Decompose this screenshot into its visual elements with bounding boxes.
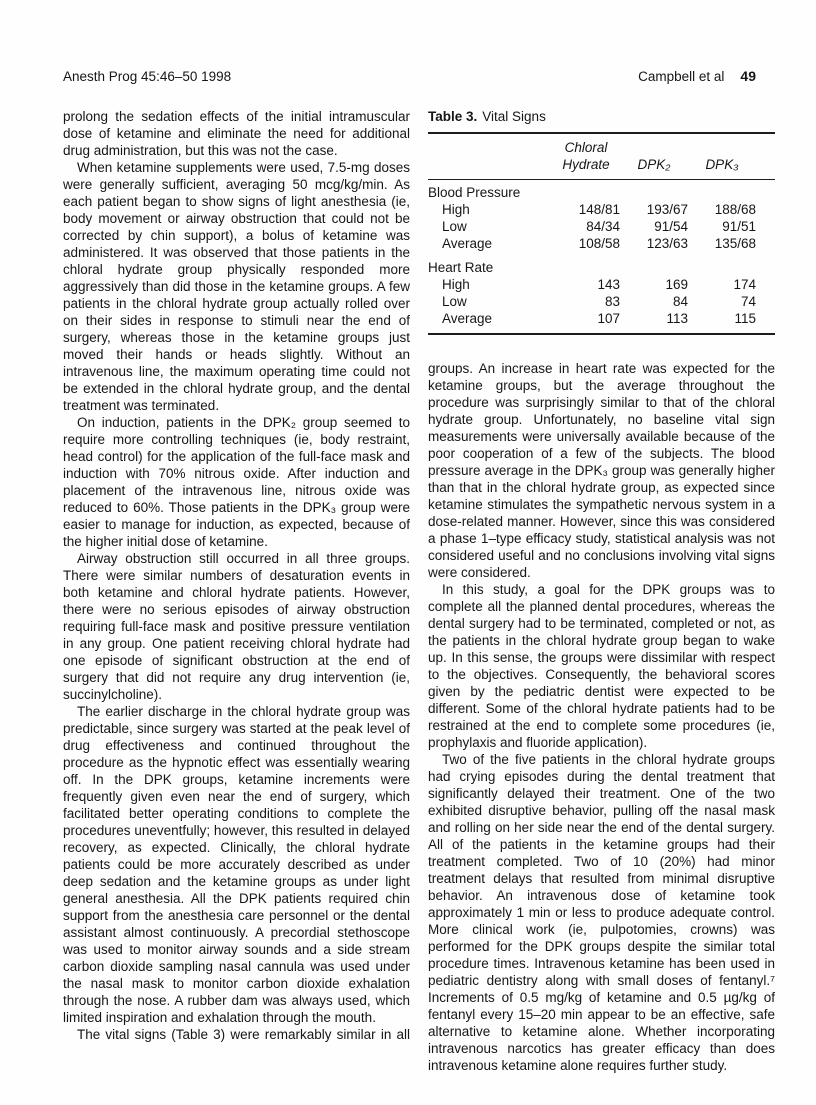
cell-value: 91/51 xyxy=(722,219,756,234)
cell-value: 188/68 xyxy=(714,202,756,217)
cell-value: 193/67 xyxy=(646,202,688,217)
table-row xyxy=(428,201,775,218)
page-number: 49 xyxy=(740,68,756,84)
table-caption-title: Vital Signs xyxy=(482,109,546,124)
column-header: Chloral Hydrate xyxy=(562,140,610,172)
cell-value: 115 xyxy=(734,311,756,326)
cell-value: 91/54 xyxy=(654,219,688,234)
table-row xyxy=(428,293,775,310)
row-label: High xyxy=(442,202,470,217)
section-header: Blood Pressure xyxy=(428,185,521,200)
table-row xyxy=(428,218,775,235)
table-header-row xyxy=(428,134,775,179)
cell-value: 169 xyxy=(665,277,688,292)
table-row xyxy=(428,276,775,293)
cell-value: 123/63 xyxy=(646,236,688,251)
body-columns xyxy=(63,108,775,1074)
running-head xyxy=(63,68,756,84)
row-label: Average xyxy=(442,311,493,326)
table-caption xyxy=(428,108,775,125)
cell-value: 148/81 xyxy=(578,202,620,217)
table xyxy=(428,132,775,335)
right-column xyxy=(428,108,775,1074)
authors: Campbell et al xyxy=(638,69,725,84)
cell-value: 135/68 xyxy=(714,236,756,251)
table-row xyxy=(428,235,775,252)
paragraph: The vital signs (Table 3) were remarkably similar in all xyxy=(77,1027,410,1042)
paragraph: Two of the five patients in the chloral hydrate groups had crying episodes during the dental treatment that significantly delayed their treatment. One of the two exhibited disruptive behavior, pulling off the nasal mask and rolling on her side near the end of the dental surgery. All of the patients in the ketamine groups had their treatment completed. Two of 10 (20%) had minor treatment delays that resulted from minimal disruptive behavior. An intravenous dose of ketamine took approximately 1 min or less to produce adequate control. More clinical work (ie, pulpotomies, crowns) was performed for the DPK groups despite the similar total procedure times. Intravenous ketamine has been used in pediatric dentistry along with small doses of fentanyl.⁷ Increments of 0.5 mg/kg of ketamine and 0.5 µg/kg of fentanyl every 15–20 min appear to be an effective, safe alternative to ketamine alone. Whether incorporating intravenous narcotics has greater efficacy than does intravenous ketamine alone requires further study. xyxy=(428,752,775,1073)
table-bottom-rule xyxy=(428,333,775,335)
column-header: DPK₃ xyxy=(705,157,739,172)
paragraph: groups. An increase in heart rate was expected for the ketamine groups, but the average throughout the procedure was surprisingly similar to that of the chloral hydrate group. Unfortunately, no baseline vital sign measurements were universally available because of the poor cooperation of a few of the subjects. The blood pressure average in the DPK₃ group was generally higher than that in the chloral hydrate group, as expected since ketamine stimulates the sympathetic nervous system in a dose-related manner. However, since this was considered a phase 1–type efficacy study, statistical analysis was not considered useful and no conclusions involving vital signs were considered. xyxy=(428,361,775,580)
row-label: Low xyxy=(442,294,467,309)
cell-value: 108/58 xyxy=(578,236,620,251)
cell-value: 143 xyxy=(597,277,620,292)
paragraph: Airway obstruction still occurred in all three groups. There were similar numbers of desaturation events in both ketamine and chloral hydrate patients. However, there were no serious episodes of airway obstruction requiring full-face mask and positive pressure ventilation in any group. One patient receiving chloral hydrate had one episode of significant obstruction at the end of surgery that did not require any drug intervention (ie, succinylcholine). xyxy=(63,551,410,702)
cell-value: 74 xyxy=(740,294,756,309)
left-column xyxy=(63,108,410,1074)
table-section-row xyxy=(428,184,775,201)
row-label: Average xyxy=(442,236,493,251)
cell-value: 84/34 xyxy=(586,219,620,234)
table-section-row xyxy=(428,259,775,276)
paragraph: The earlier discharge in the chloral hydrate group was predictable, since surgery was started at the peak level of drug effectiveness and continued throughout the procedure as the hypnotic effect was essentially wearing off. In the DPK groups, ketamine increments were frequently given even near the end of surgery, which facilitated better operating conditions to complete the procedures uneventfully; however, this resulted in delayed recovery, as expected. Clinically, the chloral hydrate patients could be more accurately described as under deep sedation and the ketamine groups as under light general anesthesia. All the DPK patients required chin support from the anesthesia care personnel or the dental assistant almost continuously. A precordial stethoscope was used to monitor airway sounds and a side stream carbon dioxide sampling nasal cannula was used under the nasal mask to monitor carbon dioxide exhalation through the nose. A rubber dam was always used, which limited inspiration and exhalation through the mouth. xyxy=(63,704,410,1025)
cell-value: 83 xyxy=(604,294,620,309)
running-head-right xyxy=(638,68,756,84)
cell-value: 84 xyxy=(672,294,688,309)
cell-value: 113 xyxy=(666,311,688,326)
row-label: High xyxy=(442,277,470,292)
cell-value: 107 xyxy=(597,311,620,326)
row-label: Low xyxy=(442,219,467,234)
paragraph: On induction, patients in the DPK₂ group seemed to require more controlling techniques (ie, body restraint, head control) for the application of the full-face mask and induction with 70% nitrous oxide. After induction and placement of the intravenous line, nitrous oxide was reduced to 60%. Those patients in the DPK₃ group were easier to manage for induction, as expected, because of the higher initial dose of ketamine. xyxy=(63,415,410,549)
cell-value: 174 xyxy=(733,277,756,292)
table-caption-label: Table 3. xyxy=(428,109,478,124)
paragraph: In this study, a goal for the DPK groups was to complete all the planned dental procedures, whereas the dental surgery had to be terminated, completed or not, as the patients in the chloral hydrate group began to wake up. In this sense, the groups were dissimilar with respect to the objectives. Consequently, the behavioral scores given by the pediatric dentist were expected to be different. Some of the chloral hydrate patients had to be restrained at the end to complete some procedures (ie, prophylaxis and fluoride application). xyxy=(428,582,775,750)
paragraph: When ketamine supplements were used, 7.5-mg doses were generally sufficient, averaging 50 mcg/kg/min. As each patient began to show signs of light anesthesia (ie, body movement or airway obstruction that could not be corrected by chin support), a bolus of ketamine was administered. It was observed that those patients in the chloral hydrate group physically responded more aggressively than did those in the ketamine groups. A few patients in the chloral hydrate group actually rolled over on their sides in response to stimuli near the end of surgery, whereas those in the ketamine groups just moved their hands or heads slightly. Without an intravenous line, the maximum operating time could not be extended in the chloral hydrate group, and the dental treatment was terminated. xyxy=(63,160,410,413)
column-header: DPK₂ xyxy=(637,157,671,172)
paragraph: prolong the sedation effects of the initial intramuscular dose of ketamine and eliminate the need for additional drug administration, but this was not the case. xyxy=(63,109,410,158)
table-row xyxy=(428,310,775,327)
vital-signs-table xyxy=(428,108,775,335)
section-header: Heart Rate xyxy=(428,260,494,275)
journal-citation: Anesth Prog 45:46–50 1998 xyxy=(63,69,232,84)
